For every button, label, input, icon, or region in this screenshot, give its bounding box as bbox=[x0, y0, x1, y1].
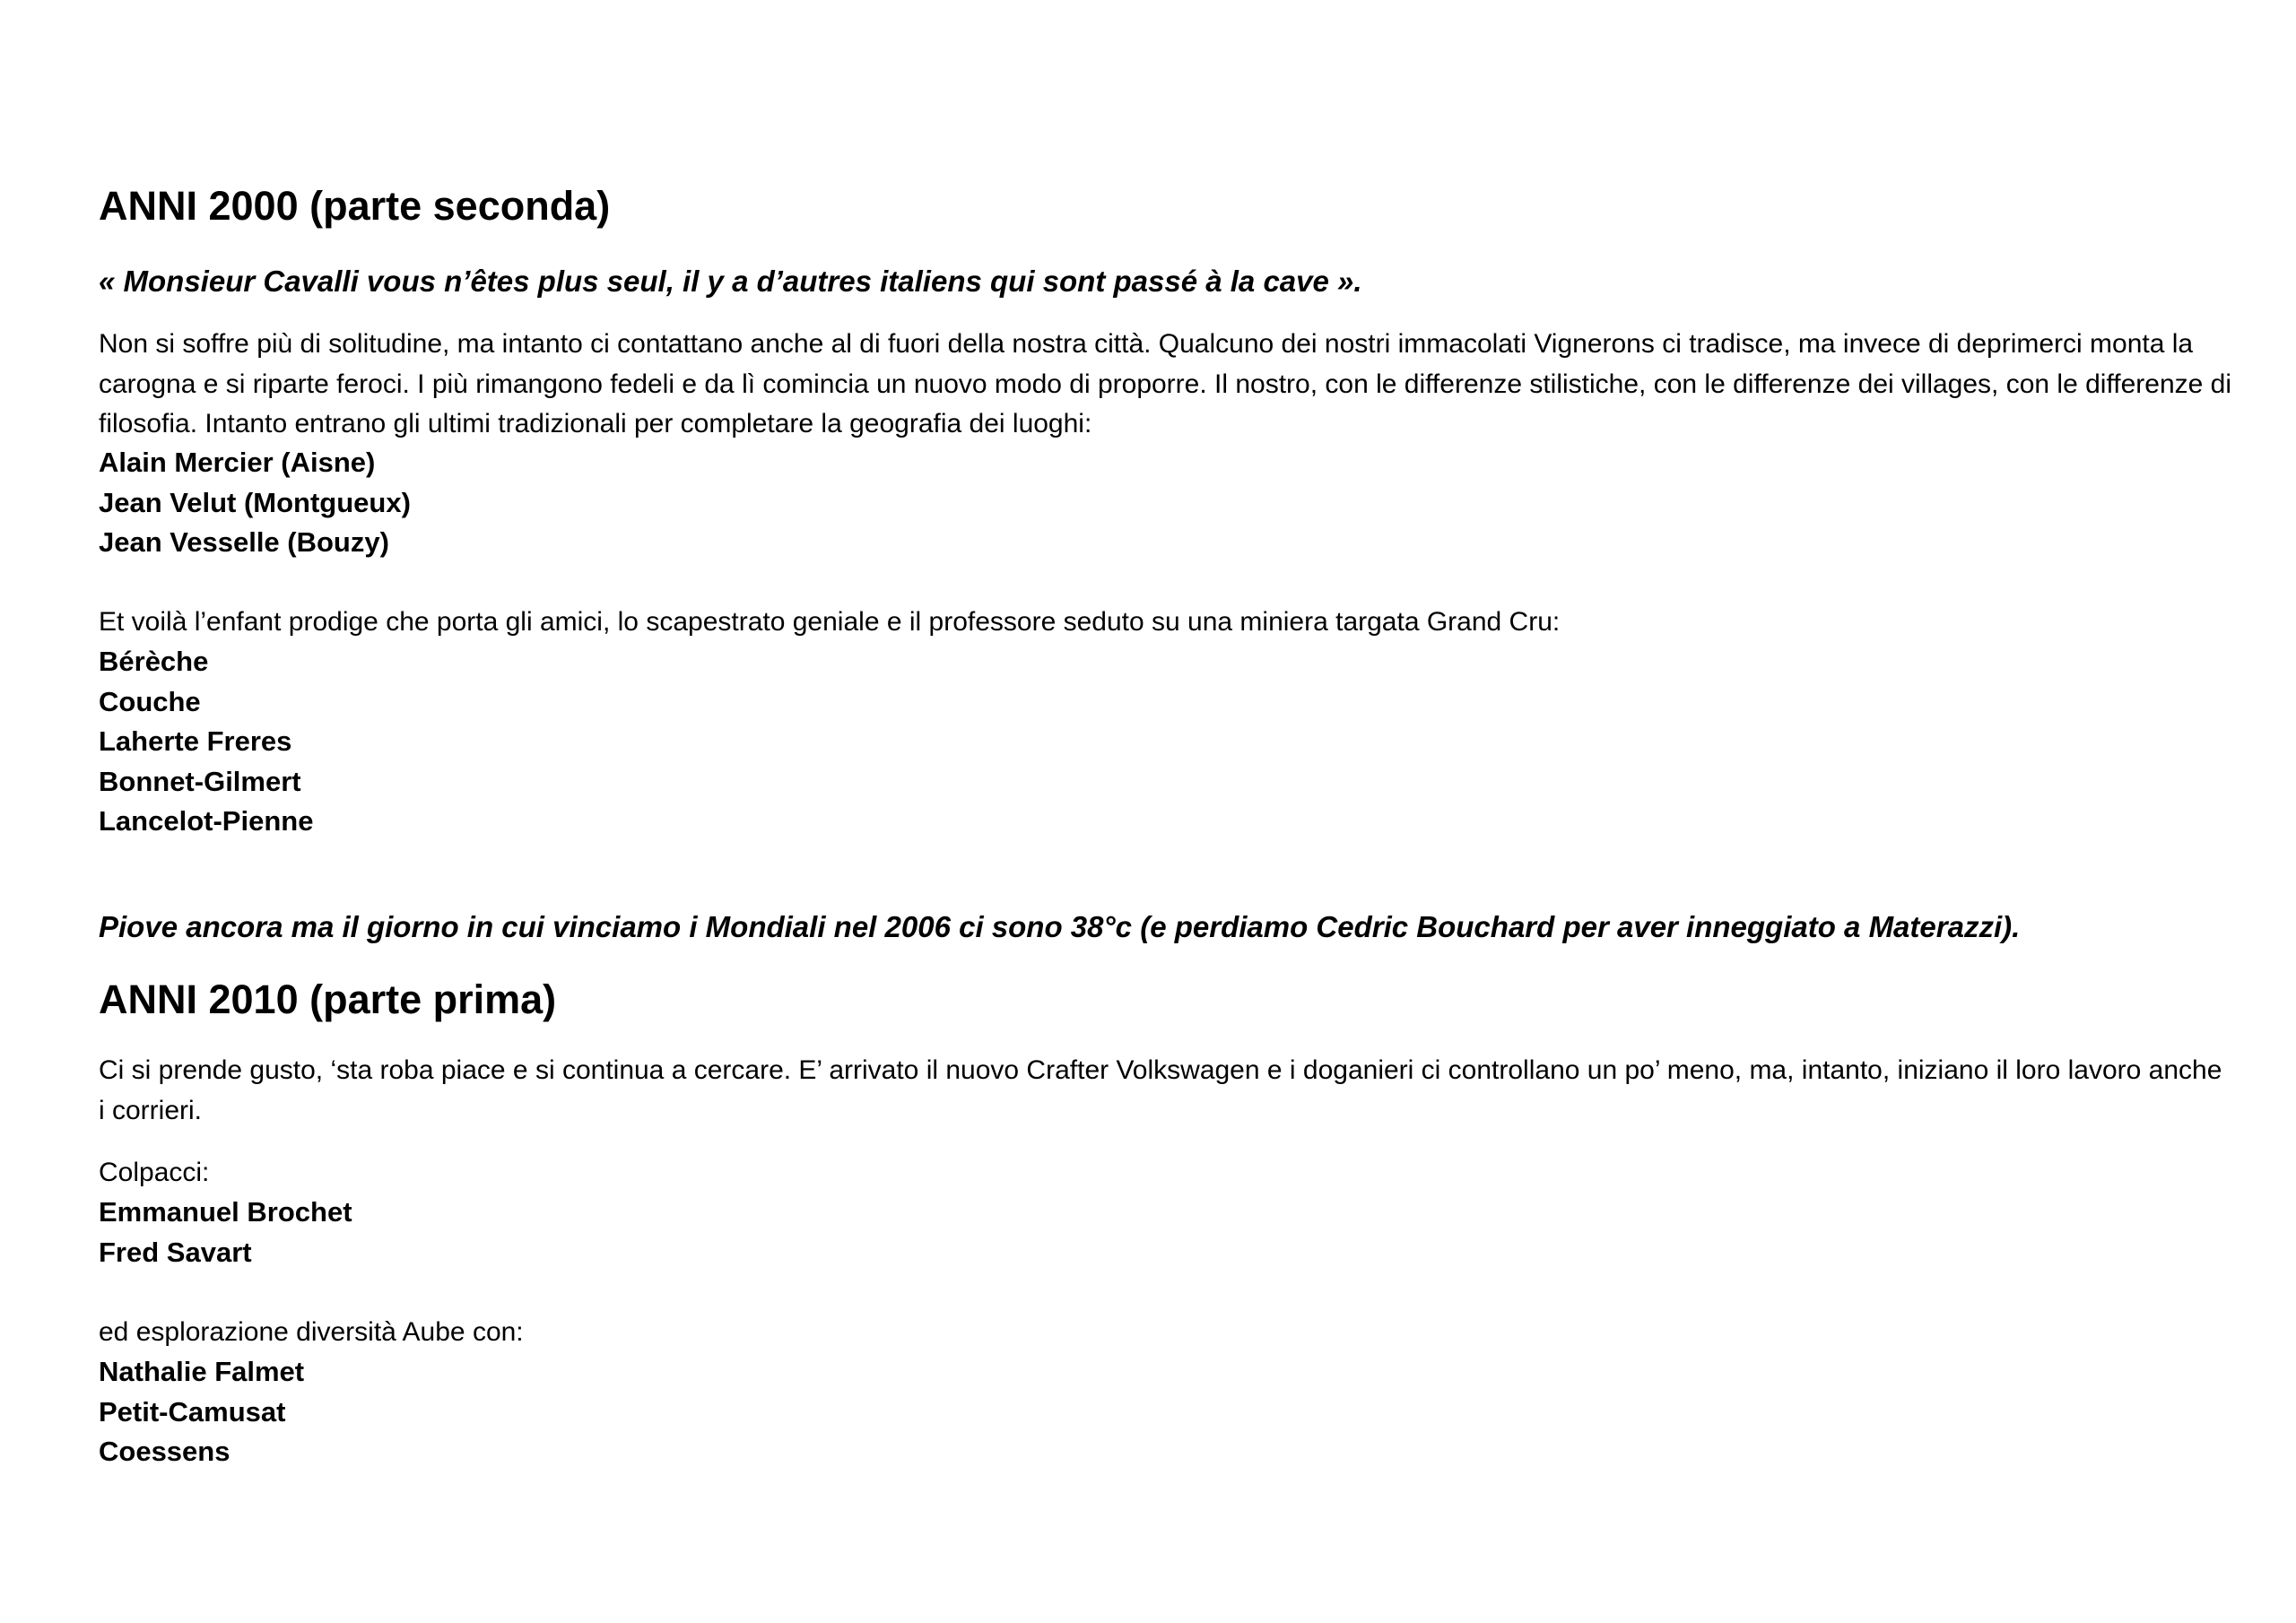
list-item: Jean Velut (Montgueux) bbox=[99, 486, 411, 518]
colpacci-label: Colpacci: bbox=[99, 1158, 210, 1187]
new-producers-list bbox=[99, 642, 313, 842]
traditional-producers-list bbox=[99, 443, 411, 563]
intro-paragraph: Non si soffre più di solitudine, ma intanto ci contattano anche al di fuori della nostra città. Qualcuno dei nostri immacolati Vignerons ci tradisce, ma invece di deprimerci monta la carogna e si riparte feroci. I più rimangono fedeli e da lì comincia un nuovo modo di proporre. Il nostro, con le differenze stilistiche, con le differenze dei villages, con le differenze di filosofia. Intanto entrano gli ultimi tradizionali per completare la geografia dei luoghi: bbox=[99, 329, 2231, 438]
list-item: Bérèche bbox=[99, 646, 209, 677]
section2-paragraph: Ci si prende gusto, ‘sta roba piace e si continua a cercare. E’ arrivato il nuovo Crafter Volkswagen e i doganieri ci controllano un po’ meno, ma, intanto, iniziano il loro lavoro anche i corrieri. bbox=[99, 1055, 2222, 1125]
list-item: Emmanuel Brochet bbox=[99, 1196, 352, 1228]
list-item: Fred Savart bbox=[99, 1236, 252, 1268]
list-item: Petit-Camusat bbox=[99, 1395, 286, 1428]
list-item: Laherte Freres bbox=[99, 725, 292, 757]
colpacci-list bbox=[99, 1193, 352, 1272]
list-item: Lancelot-Pienne bbox=[99, 805, 314, 837]
section-heading-2000: ANNI 2000 (parte seconda) bbox=[99, 183, 611, 229]
list-item: Alain Mercier (Aisne) bbox=[99, 447, 376, 478]
aube-producers-list bbox=[99, 1352, 304, 1472]
list-item: Couche bbox=[99, 685, 201, 717]
enfant-prodige-paragraph: Et voilà l’enfant prodige che porta gli amici, lo scapestrato geniale e il professore seduto su una miniera targata Grand Cru: bbox=[99, 607, 1561, 637]
list-item: Nathalie Falmet bbox=[99, 1356, 305, 1387]
french-quote: « Monsieur Cavalli vous n’êtes plus seul, il y a d’autres italiens qui sont passé à la cave ». bbox=[99, 265, 1362, 298]
list-item: Bonnet-Gilmert bbox=[99, 765, 301, 797]
list-item: Coessens bbox=[99, 1436, 230, 1467]
aube-paragraph: ed esplorazione diversità Aube con: bbox=[99, 1317, 524, 1347]
section-heading-2010: ANNI 2010 (parte prima) bbox=[99, 976, 557, 1022]
closing-remark: Piove ancora ma il giorno in cui vinciamo i Mondiali nel 2006 ci sono 38°c (e perdiamo Cedric Bouchard per aver inneggiato a Materazzi). bbox=[99, 910, 2021, 943]
list-item: Jean Vesselle (Bouzy) bbox=[99, 526, 389, 558]
